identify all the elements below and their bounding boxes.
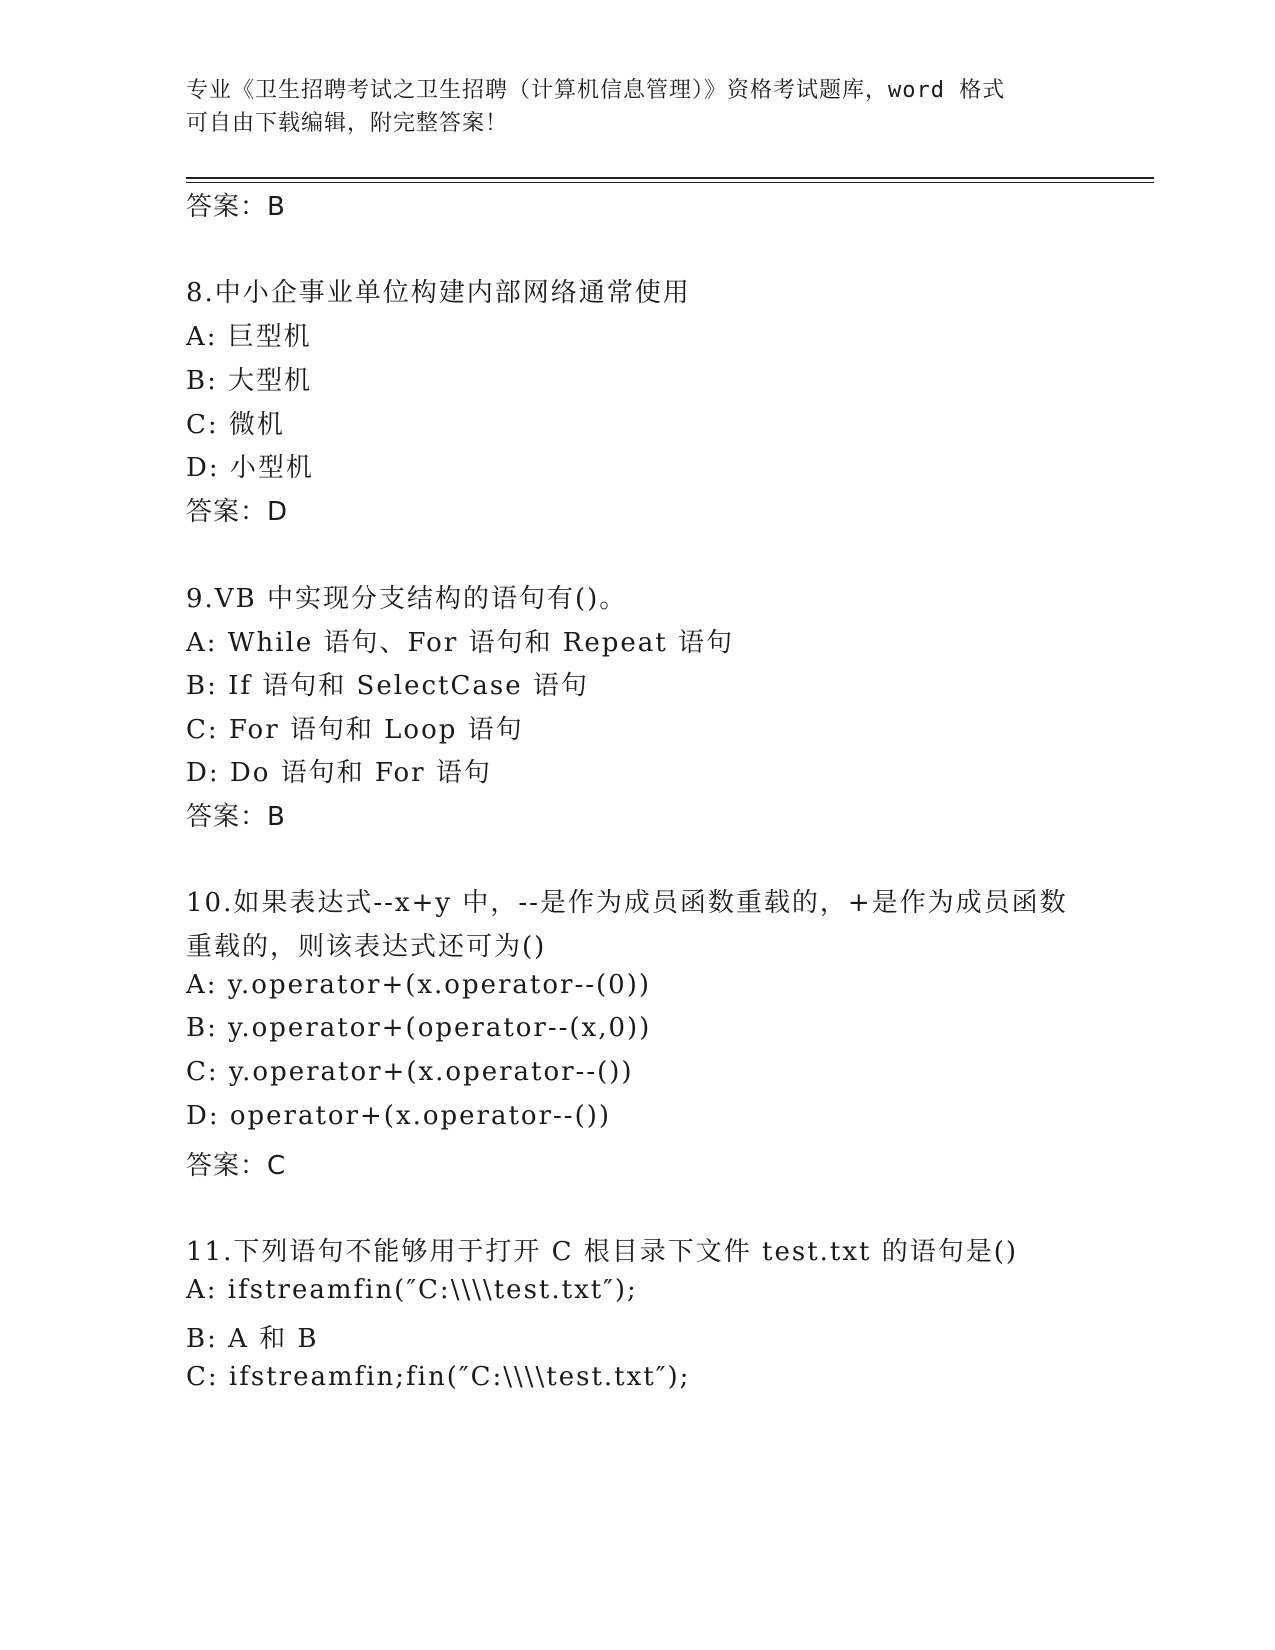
question-10-option-d: D: operator+(x.operator--()) [186,1101,612,1131]
question-8-answer: 答案：D [186,497,289,527]
question-9-option-c: C: For 语句和 Loop 语句 [186,715,524,745]
answer-previous: 答案：B [186,192,286,222]
question-9-answer: 答案：B [186,802,286,832]
question-10-option-b: B: y.operator+(operator--(x,0)) [186,1013,652,1043]
question-8-option-d: D: 小型机 [186,453,314,483]
header-rule-thick [186,177,1154,179]
question-10-stem-line-1: 10.如果表达式--x+y 中，--是作为成员函数重载的，+是作为成员函数 [186,888,1068,918]
question-11-option-b: B: A 和 B [186,1324,319,1354]
header-rule-thin [186,182,1154,183]
question-9-option-d: D: Do 语句和 For 语句 [186,758,492,788]
question-8-stem: 8.中小企事业单位构建内部网络通常使用 [186,278,691,308]
question-10-option-c: C: y.operator+(x.operator--()) [186,1057,634,1087]
document-page [186,0,1156,1650]
question-9-option-b: B: If 语句和 SelectCase 语句 [186,671,589,701]
question-10-option-a: A: y.operator+(x.operator--(0)) [186,970,651,1000]
question-9-option-a: A: While 语句、For 语句和 Repeat 语句 [186,628,734,658]
question-10-answer: 答案：C [186,1151,287,1181]
document-header [186,74,1086,140]
header-line-2: 可自由下载编辑，附完整答案！ [186,111,509,136]
question-11-stem: 11.下列语句不能够用于打开 C 根目录下文件 test.txt 的语句是() [186,1237,1019,1267]
question-10-stem-line-2: 重载的，则该表达式还可为() [186,932,547,962]
header-line-1: 专业《卫生招聘考试之卫生招聘（计算机信息管理）》资格考试题库，word 格式 [186,78,1006,103]
question-9-stem: 9.VB 中实现分支结构的语句有()。 [186,584,628,614]
question-8-option-b: B: 大型机 [186,366,313,396]
question-8-option-c: C: 微机 [186,410,285,440]
question-8-option-a: A: 巨型机 [186,322,312,352]
question-11-option-a: A: ifstreamfin(″C:\\\\test.txt″); [186,1275,638,1305]
question-11-option-c: C: ifstreamfin;fin(″C:\\\\test.txt″); [186,1362,691,1392]
